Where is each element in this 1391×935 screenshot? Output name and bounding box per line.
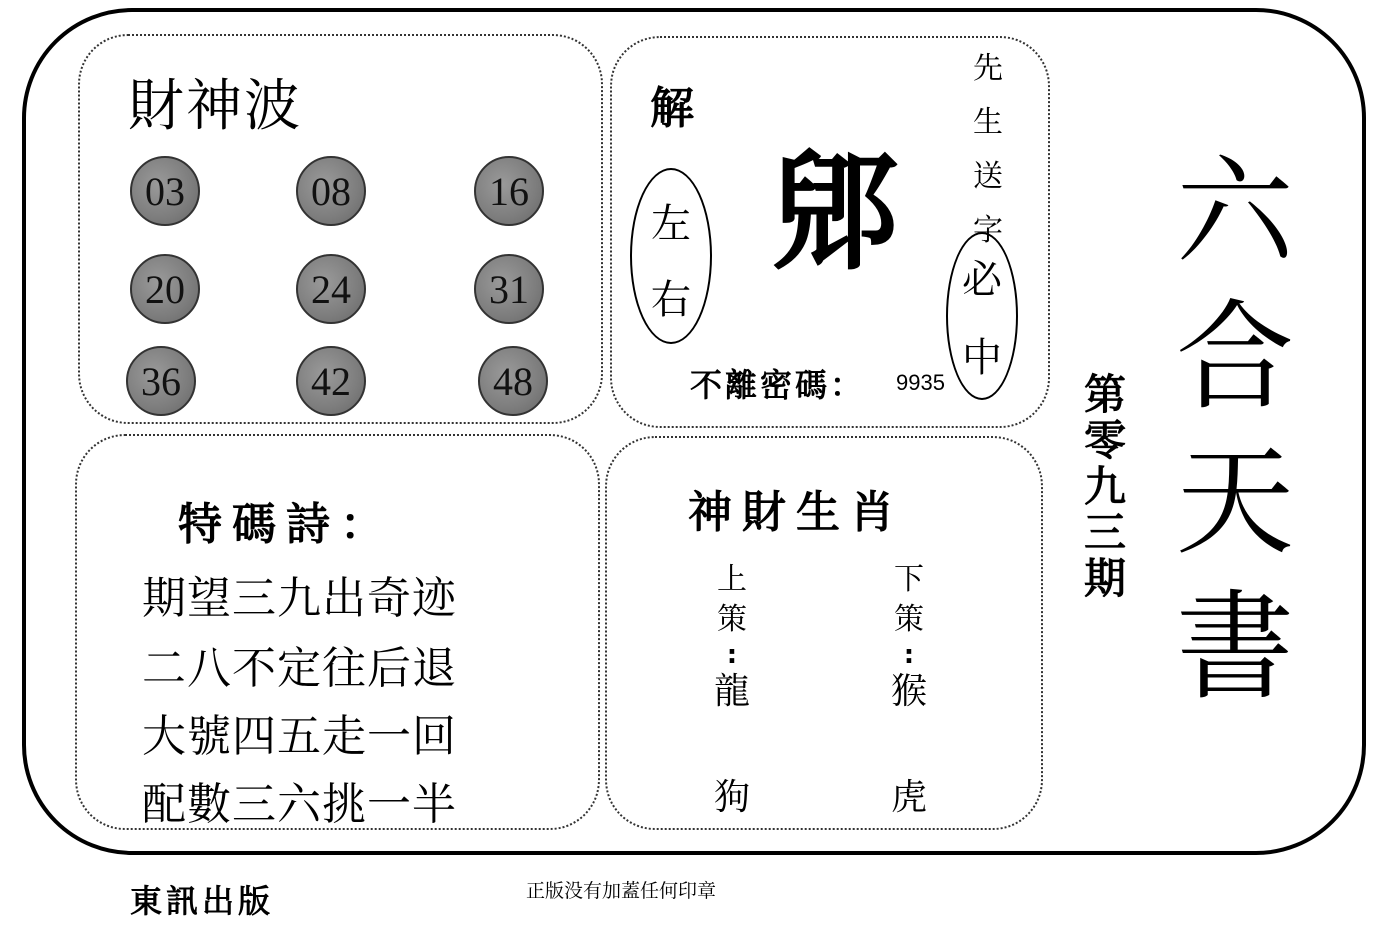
poem-line: 二八不定往后退 bbox=[142, 643, 457, 694]
upper-colon: : bbox=[726, 640, 738, 670]
issue-char: 期 bbox=[1083, 554, 1126, 603]
issue-char: 第 bbox=[1083, 370, 1126, 419]
left-right-oval bbox=[630, 168, 712, 344]
title-char: 天 bbox=[1175, 433, 1294, 571]
poem-line: 配數三六挑一半 bbox=[142, 779, 457, 830]
lower-colon: : bbox=[903, 640, 915, 670]
solve-label: 解 bbox=[650, 83, 694, 134]
hit-char: 中 bbox=[962, 335, 1002, 381]
zodiac-title: 神財生肖 bbox=[688, 487, 904, 538]
number-ball: 08 bbox=[296, 156, 366, 226]
number-ball: 31 bbox=[474, 254, 544, 324]
wealth-wave-title: 財神波 bbox=[128, 74, 302, 139]
upper-animal: 狗 bbox=[713, 777, 750, 818]
number-ball: 24 bbox=[296, 254, 366, 324]
poem-title: 特碼詩： bbox=[178, 499, 394, 550]
poem-line: 大號四五走一回 bbox=[142, 711, 457, 762]
authenticity-notice: 正版没有加蓋任何印章 bbox=[526, 880, 717, 902]
upper-animal: 龍 bbox=[713, 671, 750, 712]
gift-char: 生 bbox=[973, 105, 1003, 140]
upper-strategy bbox=[707, 560, 757, 820]
lower-animal: 猴 bbox=[890, 671, 927, 712]
number-ball: 36 bbox=[126, 346, 196, 416]
number-ball: 16 bbox=[474, 156, 544, 226]
left-char: 左 bbox=[651, 201, 691, 247]
secret-code-value: 9935 bbox=[896, 370, 945, 395]
number-ball: 03 bbox=[130, 156, 200, 226]
title-char: 書 bbox=[1175, 578, 1294, 716]
issue-char: 九 bbox=[1083, 462, 1126, 511]
issue-number bbox=[1080, 372, 1130, 602]
gift-char: 先 bbox=[973, 51, 1003, 86]
must-hit-oval bbox=[946, 232, 1018, 400]
lower-animal: 虎 bbox=[890, 777, 927, 818]
title-char: 合 bbox=[1175, 288, 1294, 426]
issue-char: 三 bbox=[1083, 508, 1126, 557]
main-title bbox=[1170, 140, 1300, 720]
number-ball: 20 bbox=[130, 254, 200, 324]
number-ball: 48 bbox=[478, 346, 548, 416]
right-char: 右 bbox=[651, 277, 691, 323]
must-char: 必 bbox=[962, 257, 1002, 303]
lower-strategy bbox=[884, 560, 934, 820]
gift-char: 送 bbox=[973, 159, 1003, 194]
gift-char: 字 bbox=[973, 213, 1003, 248]
gift-text bbox=[968, 42, 1008, 258]
secret-code-label: 不離密碼： bbox=[690, 366, 866, 404]
number-ball: 42 bbox=[296, 346, 366, 416]
featured-character: 郳 bbox=[772, 139, 901, 288]
lower-label-char: 下 bbox=[894, 562, 924, 597]
upper-label-char: 策 bbox=[717, 602, 747, 637]
title-char: 六 bbox=[1175, 143, 1294, 281]
issue-char: 零 bbox=[1083, 416, 1126, 465]
upper-label-char: 上 bbox=[717, 562, 747, 597]
publisher: 東訊出版 bbox=[130, 882, 275, 920]
lower-label-char: 策 bbox=[894, 602, 924, 637]
poem-line: 期望三九出奇迹 bbox=[142, 573, 457, 624]
